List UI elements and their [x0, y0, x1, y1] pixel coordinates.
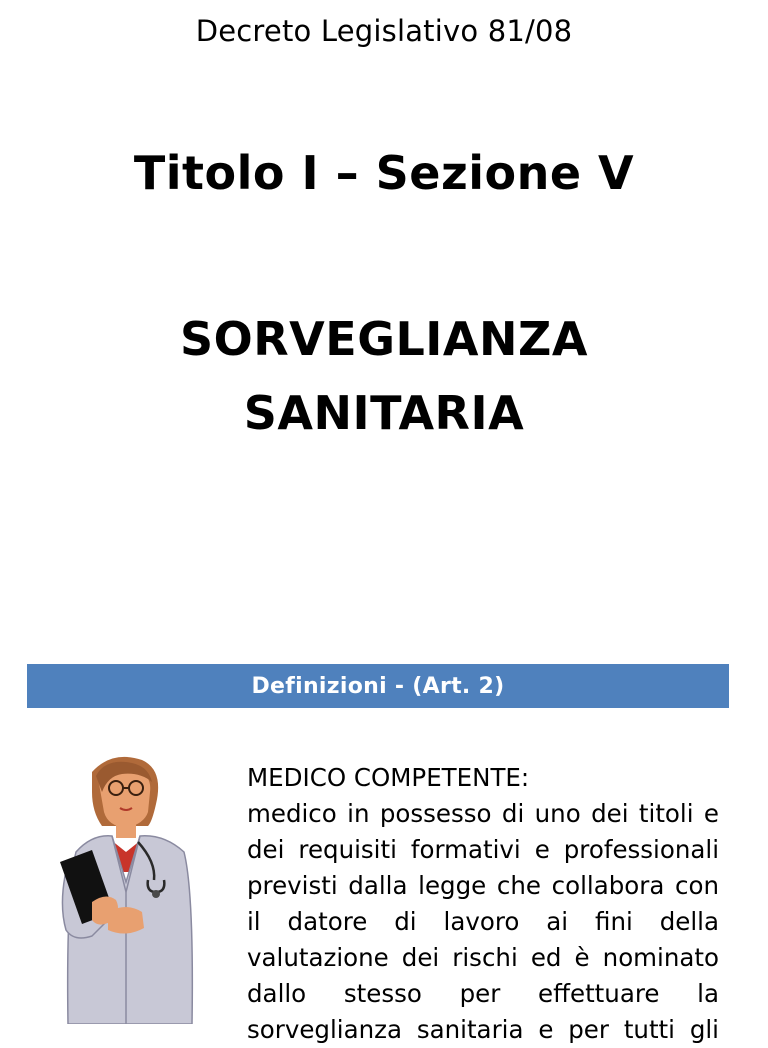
section-header-bar: Definizioni - (Art. 2): [27, 664, 729, 708]
decree-header: Decreto Legislativo 81/08: [195, 14, 573, 48]
subject-title: [0, 302, 768, 450]
definition-text: [247, 760, 719, 1048]
subject-title-line-2: SANITARIA: [243, 386, 525, 440]
definition-body: medico in possesso di uno dei titoli e dei requisiti formativi e professionali previsti dalla legge che collabora con il datore di lavoro ai fini della valutazione dei rischi ed è nominato dallo stesso per effettuare la sorveglianza sanitaria e per tutti gli: [247, 799, 719, 1044]
doctor-with-clipboard-illustration: [52, 752, 212, 1024]
subject-title-line-1: SORVEGLIANZA: [180, 312, 588, 366]
slide-definitions: [0, 640, 768, 1044]
definition-term: MEDICO COMPETENTE:: [247, 763, 530, 792]
page-title: Titolo I – Sezione V: [133, 146, 635, 200]
